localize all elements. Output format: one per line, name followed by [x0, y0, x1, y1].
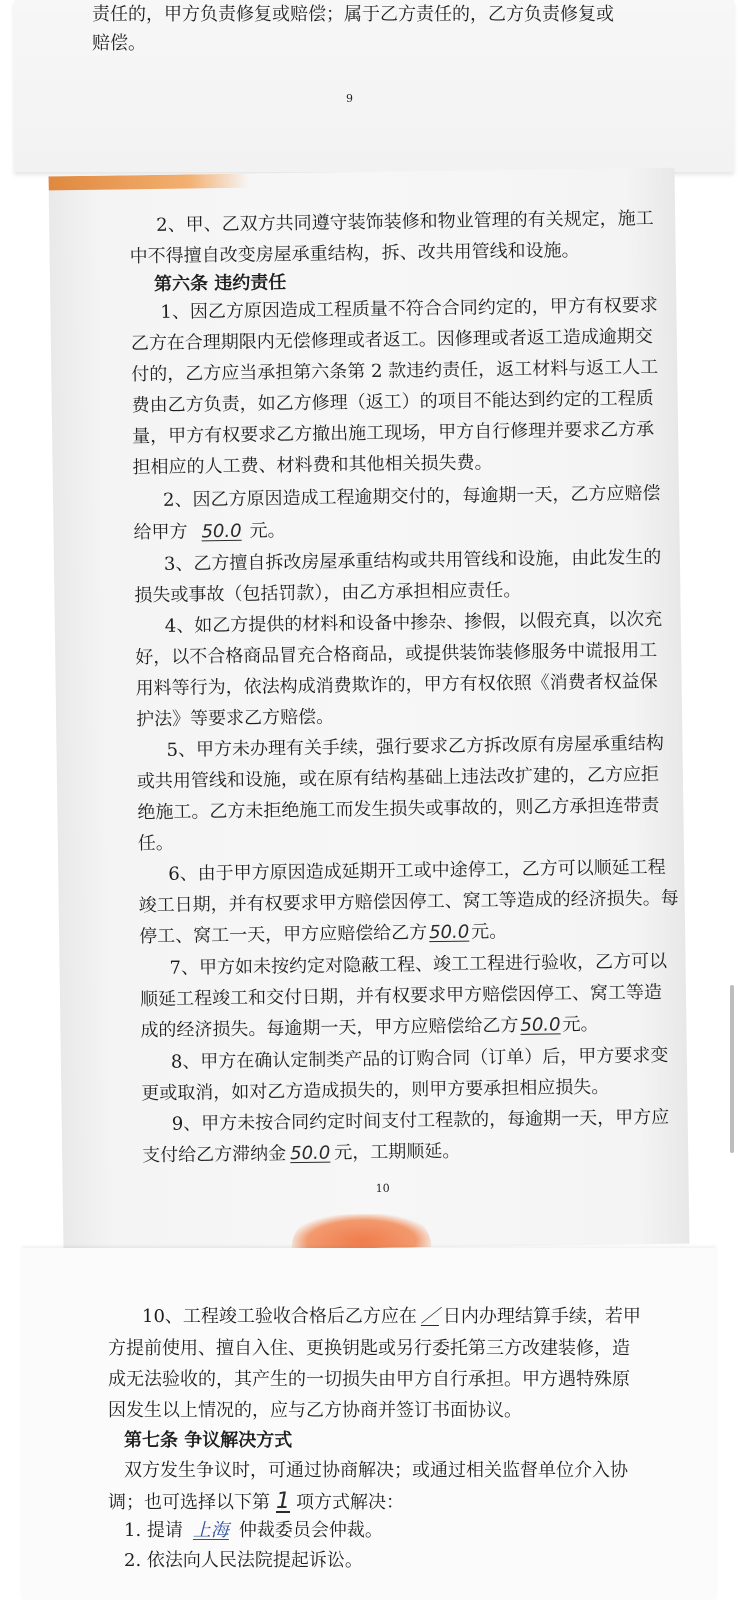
page-9-fragment [14, 0, 734, 172]
text-line: 中不得擅自改变房屋承重结构，拆、改共用管线和设施。 [129, 240, 580, 268]
page-11-photo [22, 1248, 716, 1600]
text-line: 量，甲方有权要求乙方撤出施工现场，甲方自行修理并要求乙方承 [132, 418, 655, 448]
fill-text: 元。 [562, 1013, 599, 1036]
page-number: 9 [346, 92, 353, 105]
fill-text: 调；也可选择以下第 [108, 1492, 270, 1513]
text-line: 5、甲方未办理有关手续，强行要求乙方拆改原有房屋承重结构 [166, 732, 665, 761]
text-line: 1、因乙方原因造成工程质量不符合合同约定的，甲方有权要求 [160, 294, 658, 323]
text-line: 费由乙方负责，如乙方修理（返工）的项目不能达到约定的工程质 [131, 387, 654, 417]
fill-line [139, 921, 507, 948]
handwritten-amount: 50.0 [428, 921, 470, 944]
handwritten-amount: 50.0 [520, 1014, 561, 1036]
scrollbar[interactable] [730, 985, 734, 1153]
fill-text: 10、工程竣工验收合格后乙方应在 [142, 1306, 417, 1327]
option-line [124, 1520, 383, 1542]
fill-text: 停工、窝工一天，甲方应赔偿给乙方 [138, 922, 428, 948]
fill-text: 元。 [471, 921, 508, 943]
text-line: 或共用管线和设施，或在原有结构基础上违法改扩建的，乙方应拒 [136, 763, 660, 793]
fill-line [140, 1014, 598, 1042]
handwritten-choice: 1 [276, 1489, 290, 1514]
option-text: 1. 提请 [124, 1520, 183, 1541]
section-heading: 第六条 违约责任 [153, 272, 287, 295]
text-line: 6、由于甲方原因造成延期开工或中途停工，乙方可以顺延工程 [168, 856, 666, 885]
orange-page-edge [49, 174, 249, 191]
fill-text: 项方式解决： [296, 1492, 404, 1513]
handwritten-city: 上海 [192, 1520, 229, 1541]
text-line: 竣工日期，并有权要求甲方赔偿因停工、窝工等造成的经济损失。每 [138, 887, 679, 917]
text-line: 7、甲方如未按约定对隐蔽工程、竣工工程进行验收，乙方可以 [169, 950, 668, 979]
fill-line [142, 1141, 460, 1167]
text-line: 乙方在合理期限内无偿修理或者返工。因修理或者返工造成逾期交 [130, 326, 653, 355]
text-line: 2、甲、乙双方共同遵守装饰装修和物业管理的有关规定，施工 [156, 207, 654, 236]
text-line: 4、如乙方提供的材料和设备中掺杂、掺假，以假充真，以次充 [164, 608, 663, 637]
text-line: 方提前使用、擅自入住、更换钥匙或另行委托第三方改建装修，造 [108, 1338, 630, 1359]
text-line: 2、因乙方原因造成工程逾期交付的，每逾期一天，乙方应赔偿 [162, 482, 661, 511]
fill-text: 支付给乙方滞纳金 [142, 1143, 287, 1167]
text-line: 9、甲方未按合同约定时间支付工程款的，每逾期一天，甲方应 [171, 1106, 670, 1135]
text-line: 付的，乙方应当承担第六条第 2 款违约责任，返工材料与返工人工 [131, 356, 659, 386]
text-line: 用料等行为，依法构成消费欺诈的，甲方有权依照《消费者权益保 [135, 670, 658, 700]
text-line: 顺延工程竣工和交付日期，并有权要求甲方赔偿因停工、窝工等造 [139, 981, 663, 1011]
text-line: 3、乙方擅自拆改房屋承重结构或共用管线和设施，由此发生的 [163, 546, 662, 575]
text-line: 因发生以上情况的，应与乙方协商并签订书面协议。 [108, 1400, 522, 1421]
text-line: 更或取消，如对乙方造成损失的，则甲方要承担相应损失。 [141, 1076, 610, 1105]
orange-object [291, 1213, 431, 1249]
text-line: 绝施工。乙方未拒绝施工而发生损失或事故的，则乙方承担连带责 [137, 794, 660, 824]
page-10-photo [49, 168, 690, 1253]
fill-line [142, 1306, 641, 1328]
page-number: 10 [375, 1181, 390, 1195]
text-line: 护法》等要求乙方赔偿。 [135, 706, 335, 731]
fill-text: 给甲方 [133, 521, 188, 544]
fill-text: 成的经济损失。每逾期一天，甲方应赔偿给乙方 [140, 1014, 519, 1042]
handwritten-mark: ／ [420, 1306, 439, 1327]
option-text: 仲裁委员会仲裁。 [238, 1520, 383, 1541]
fill-text: 元，工期顺延。 [334, 1140, 461, 1164]
text-line: 双方发生争议时，可通过协商解决；或通过相关监督单位介入协 [124, 1460, 628, 1481]
fill-line [133, 520, 285, 544]
text-line: 成无法验收的，其产生的一切损失由甲方自行承担。甲方遇特殊原 [108, 1369, 630, 1390]
text-line: 损失或事故（包括罚款），由乙方承担相应责任。 [134, 579, 522, 607]
fill-line [108, 1491, 404, 1514]
text-line: 责任的，甲方负责修复或赔偿；属于乙方责任的，乙方负责修复或 [92, 4, 614, 25]
handwritten-amount: 50.0 [290, 1142, 331, 1165]
option-line: 2. 依法向人民法院提起诉讼。 [124, 1550, 363, 1571]
handwritten-amount: 50.0 [201, 520, 242, 543]
text-line: 担相应的人工费、材料费和其他相关损失费。 [132, 452, 493, 479]
text-line: 任。 [137, 832, 174, 855]
fill-text: 日内办理结算手续，若甲 [442, 1306, 641, 1327]
section-heading: 第七条 争议解决方式 [124, 1430, 293, 1451]
fill-text: 元。 [249, 520, 286, 542]
text-line: 好，以不合格商品冒充合格商品，或提供装饰装修服务中谎报用工 [135, 639, 658, 669]
text-line: 赔偿。 [92, 33, 146, 54]
text-line: 8、甲方在确认定制类产品的订购合同（订单）后，甲方要求变 [170, 1044, 669, 1073]
